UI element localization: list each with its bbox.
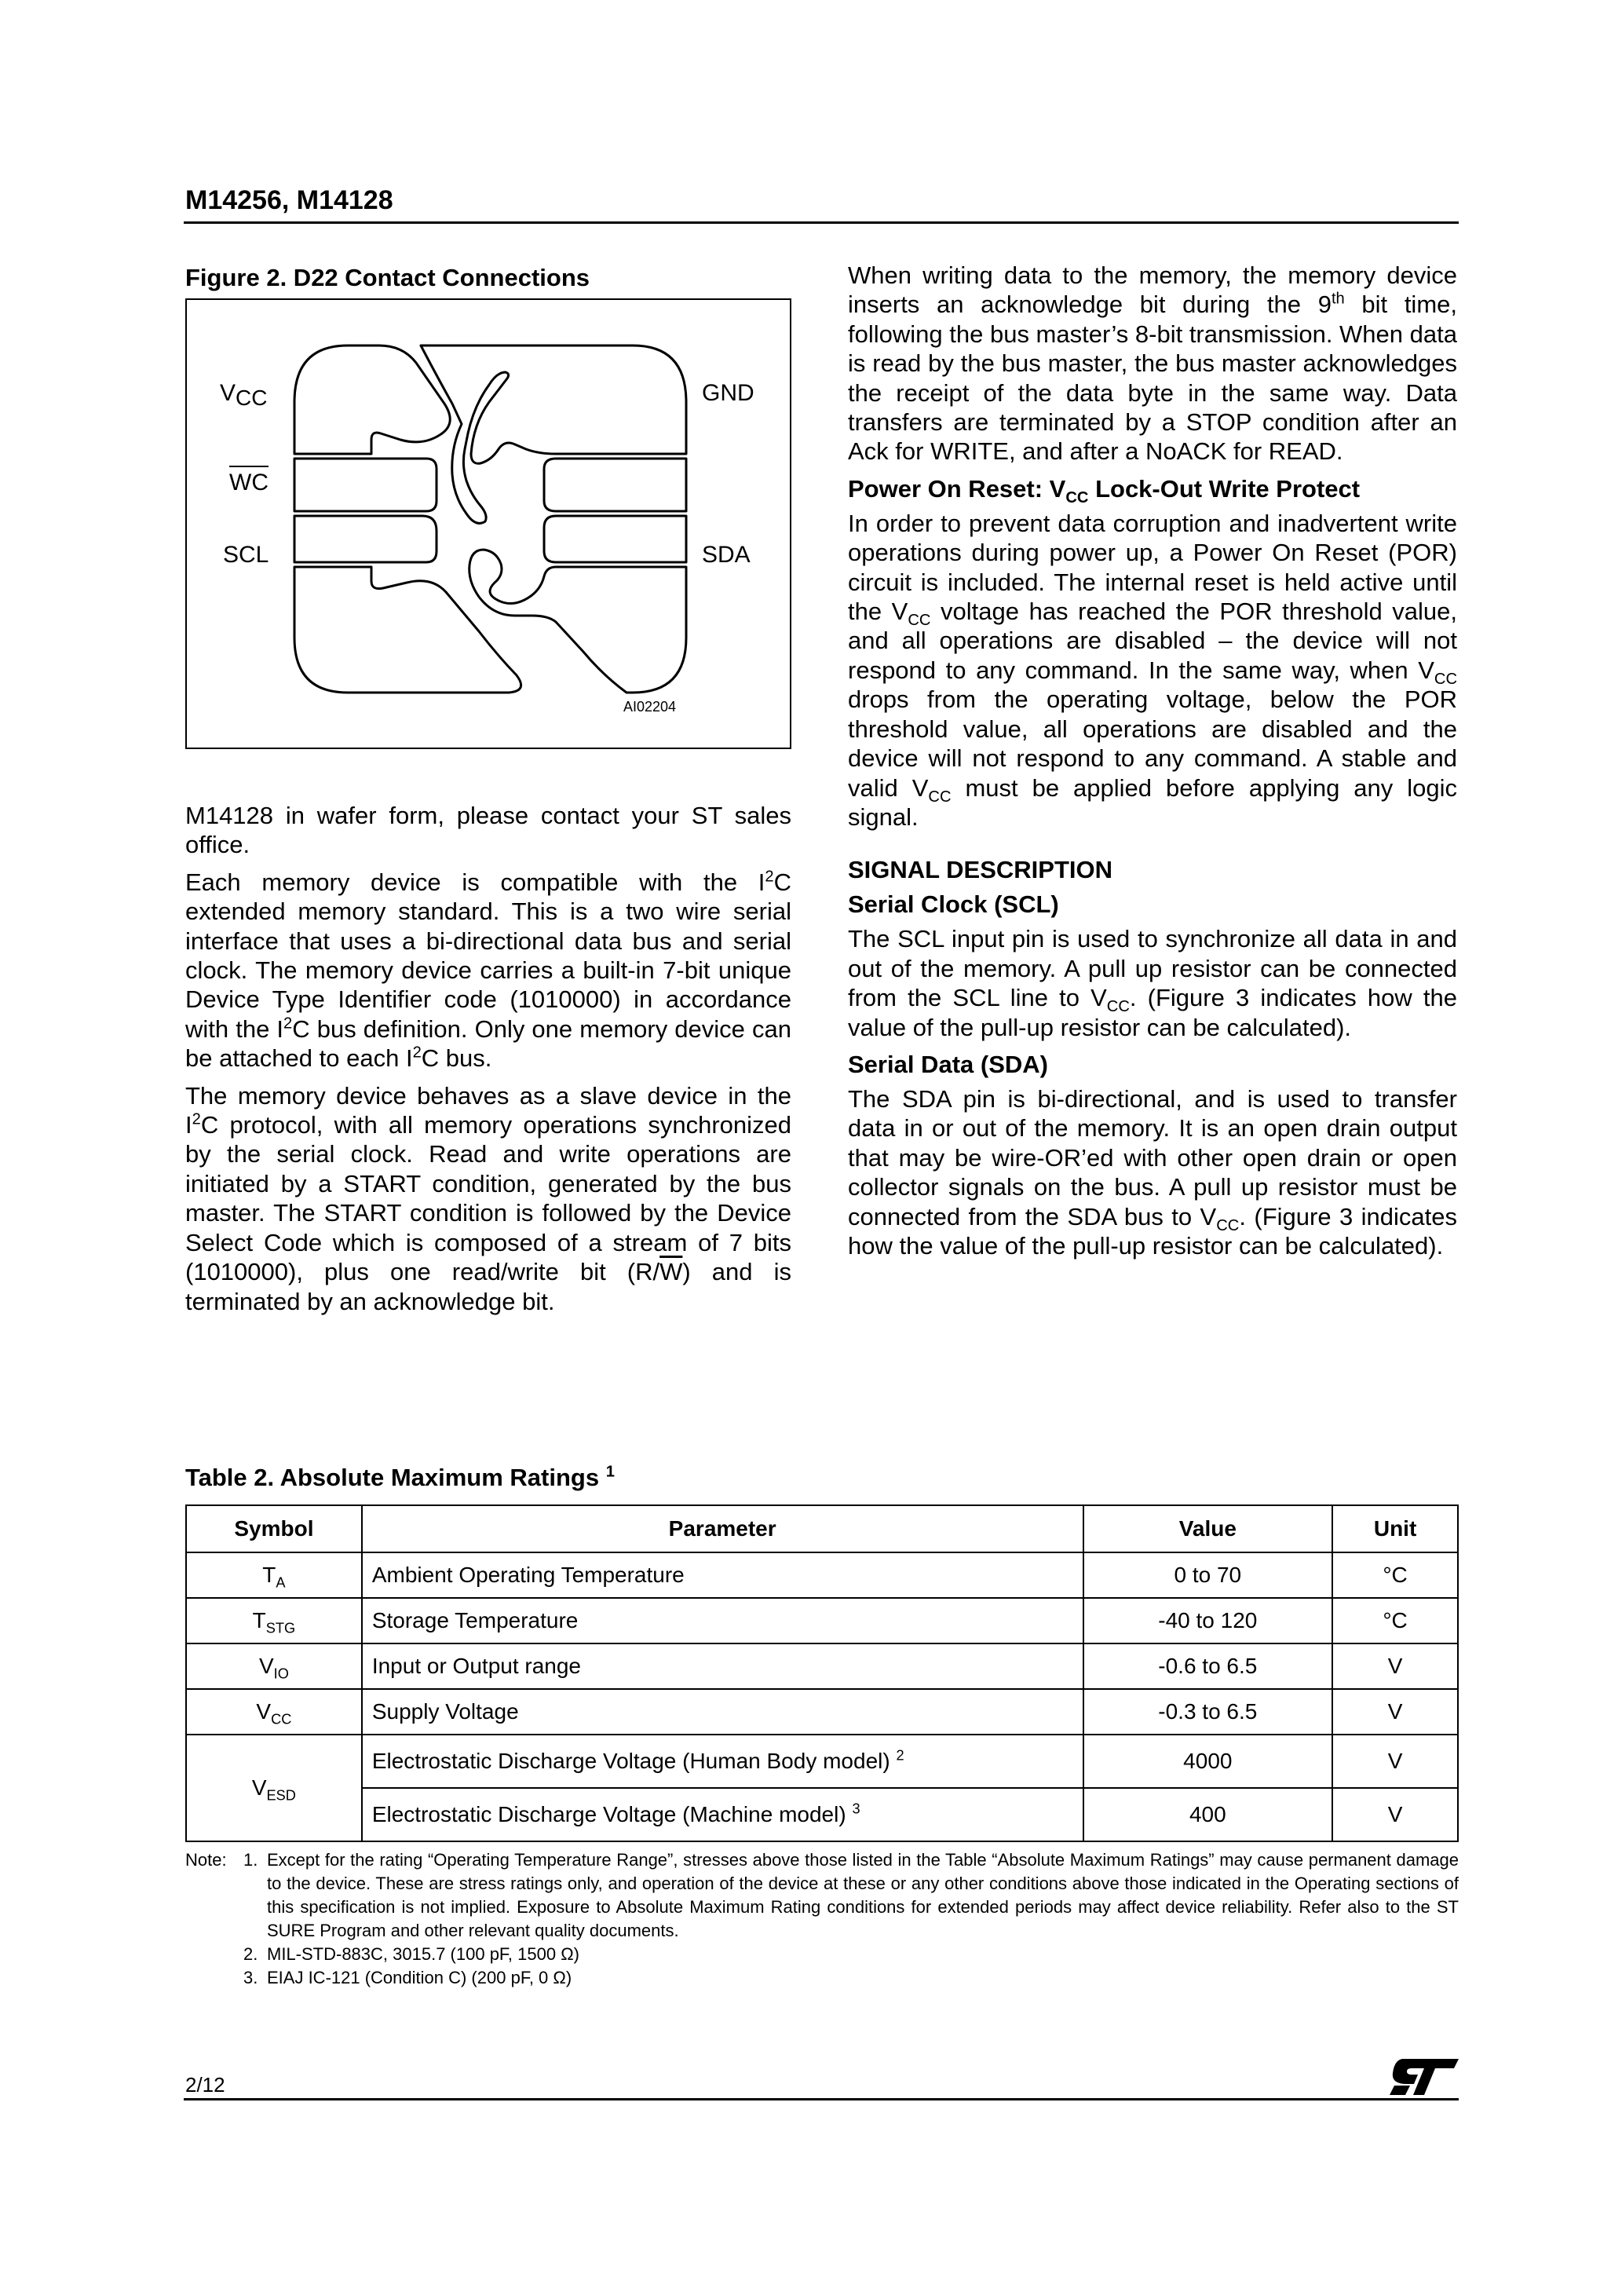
gnd-contact-pad [421, 345, 686, 523]
left-paragraph-2: Each memory device is compatible with the $I^2C$ extended memory standard. This is a two wire serial interface that uses a bi-directional data bus and serial clock. The memory device carries a built-in 7-bit unique Device Type Identifier code (1010000) in accordance with the $I^2C$ bus definition. Only one memory device can be attached to each $I^2C$ bus. [185, 868, 791, 1073]
scl-contact-pad [294, 516, 437, 562]
table-header-row [186, 1505, 1458, 1552]
sda-label: SDA [702, 542, 751, 568]
unit-cell: °C [1332, 1552, 1458, 1598]
left-paragraph-1: M14128 in wafer form, please contact your ST sales office. [185, 802, 791, 859]
unit-cell: V [1332, 1735, 1458, 1788]
wc-contact-pad [294, 459, 437, 511]
symbol-cell: $T_{STG}$ [186, 1598, 362, 1643]
right-upper-contact-pad [544, 459, 686, 511]
unit-cell: V [1332, 1643, 1458, 1689]
footer-rule [184, 2098, 1459, 2100]
value-cell: -0.3 to 6.5 [1083, 1689, 1333, 1735]
st-logo-icon [1388, 2056, 1460, 2102]
signal-description-heading: SIGNAL DESCRIPTION [848, 856, 1113, 884]
note-item: Note: 1. Except for the rating “Operating Temperature Range”, stresses above those listed in the Table “Absolute Maximum Ratings” may cause permanent damage to the device. These are stress ratings only, and operation of the device at these or any other conditions above those indicated in the Operating sections of this specification is not implied. Exposure to Absolute Maximum Rating conditions for extended periods may affect device reliability. Refer also to the ST SURE Program and other relevant quality documents. [185, 1848, 1459, 1943]
right-column [848, 261, 1457, 1268]
header-unit: Unit [1332, 1505, 1458, 1552]
serial-data-heading: Serial Data (SDA) [848, 1050, 1048, 1078]
right-paragraph-1: When writing data to the memory, the memory device inserts an acknowledge bit during the 9th bit time, following the bus master’s 8-bit transmission. When data is read by the bus master, the bus master acknowledges the receipt of the data byte in the same way. Data transfers are terminated by a STOP condition after an Ack for WRITE, and after a NoACK for READ. [848, 261, 1457, 466]
right-paragraph-2: In order to prevent data corruption and inadvertent write operations during power up, a Power On Reset (POR) circuit is included. The internal reset is held active until the $V_{CC}$ voltage has reached the POR threshold value, and all operations are disabled – the device will not respond to any command. In the same way, when $V_{CC}$ drops from the operating voltage, below the POR threshold value, all operations are disabled and the device will not respond to any command. A stable and valid $V_{CC}$ must be applied before applying any logic signal. [848, 509, 1458, 831]
table-row [186, 1598, 1458, 1643]
lower-right-contact-pad [469, 550, 686, 693]
note-item: 2. MIL-STD-883C, 3015.7 (100 pF, 1500 Ω) [243, 1944, 579, 1964]
table-row [186, 1788, 1458, 1841]
parameter-cell: Supply Voltage [362, 1689, 1083, 1735]
table-row [186, 1689, 1458, 1735]
value-cell: -0.6 to 6.5 [1083, 1643, 1333, 1689]
table-notes [185, 1848, 1459, 1990]
header-symbol: Symbol [186, 1505, 362, 1552]
symbol-cell: $V_{CC}$ [186, 1689, 362, 1735]
parameter-cell: Storage Temperature [362, 1598, 1083, 1643]
note-lead: Note: [185, 1850, 227, 1870]
lower-left-contact-pad [294, 567, 521, 693]
unit-cell: V [1332, 1689, 1458, 1735]
header-parameter: Parameter [362, 1505, 1083, 1552]
symbol-cell: $V_{ESD}$ [186, 1735, 362, 1841]
symbol-cell: $T_A$ [186, 1552, 362, 1598]
table-row [186, 1643, 1458, 1689]
sda-contact-pad [544, 516, 686, 562]
parameter-cell: Electrostatic Discharge Voltage (Human Body model) $^2$ [362, 1735, 1083, 1788]
table-caption: Table 2. Absolute Maximum Ratings $^1$ [185, 1463, 615, 1491]
scl-label: SCL [223, 542, 269, 568]
wc-label: WC [229, 470, 269, 495]
parameter-cell: Ambient Operating Temperature [362, 1552, 1083, 1598]
parameter-cell: Electrostatic Discharge Voltage (Machine model) $^3$ [362, 1788, 1083, 1841]
right-paragraph-4: The SDA pin is bi-directional, and is used to transfer data in or out of the memory. It is an open drain output that may be wire-OR’ed with other open drain or open collector signals on the bus. A pull up resistor must be connected from the SDA bus to $V_{CC}$. (Figure 3 indicates how the value of the pull-up resistor can be calculated). [848, 1084, 1458, 1260]
value-cell: -40 to 120 [1083, 1598, 1333, 1643]
header-value: Value [1083, 1505, 1333, 1552]
left-paragraph-3: The memory device behaves as a slave device in the $I^2C$ protocol, with all memory operations synchronized by the serial clock. Read and write operations are initiated by a START condition, generated by the bus master. The START condition is followed by the Device Select Code which is composed of a stream of 7 bits (1010000), plus one read/write bit $(R/\overline{W})$ and is terminated by an acknowledge bit. [185, 1081, 791, 1315]
unit-cell: °C [1332, 1598, 1458, 1643]
value-cell: 400 [1083, 1788, 1333, 1841]
por-heading: Power On Reset: $V_{CC}$ Lock-Out Write Protect [848, 474, 1361, 507]
unit-cell: V [1332, 1788, 1458, 1841]
vcc-label: VCC [220, 380, 268, 410]
figure-box [185, 298, 791, 749]
note-item: 3. EIAJ IC-121 (Condition C) (200 pF, 0 Ω) [243, 1968, 572, 1987]
value-cell: 0 to 70 [1083, 1552, 1333, 1598]
parameter-cell: Input or Output range [362, 1643, 1083, 1689]
value-cell: 4000 [1083, 1735, 1333, 1788]
table-row [186, 1552, 1458, 1598]
vcc-contact-pad [294, 345, 450, 454]
right-paragraph-3: The SCL input pin is used to synchronize all data in and out of the memory. A pull up resistor can be connected from the SCL line to $V_{CC}$. (Figure 3 indicates how the value of the pull-up resistor can be calculated). [848, 925, 1457, 1041]
table-row [186, 1735, 1458, 1788]
serial-clock-heading: Serial Clock (SCL) [848, 890, 1059, 919]
left-column [185, 801, 791, 1324]
figure-code: AI02204 [623, 699, 677, 715]
contact-connections-diagram [187, 300, 790, 748]
header-rule [184, 221, 1459, 224]
gnd-label: GND [702, 380, 754, 406]
absolute-maximum-ratings-table [185, 1504, 1459, 1842]
document-title: M14256, M14128 [185, 185, 393, 215]
page-number: 2/12 [185, 2073, 225, 2097]
figure-caption: Figure 2. D22 Contact Connections [185, 264, 590, 291]
symbol-cell: $V_{IO}$ [186, 1643, 362, 1689]
